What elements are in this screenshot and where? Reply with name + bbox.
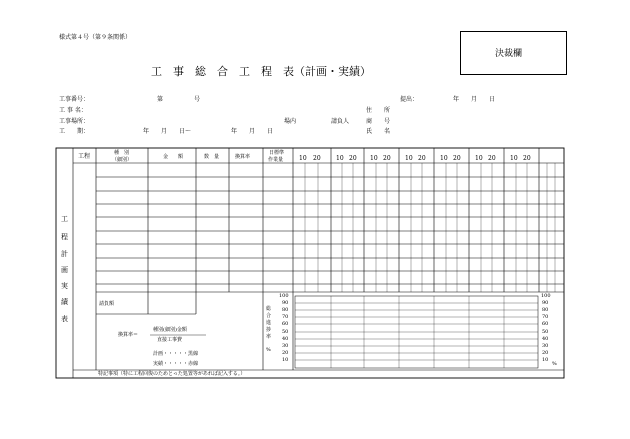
tick-10: 10 bbox=[370, 155, 378, 162]
y-tick-left: 10 bbox=[282, 357, 289, 363]
progress-label-char: 進 bbox=[266, 320, 272, 326]
col-header-amount: 金 額 bbox=[163, 154, 184, 160]
page-title: 工 事 総 合 工 程 表（計画・実績） bbox=[151, 65, 371, 78]
dai-label: 第 bbox=[157, 96, 164, 103]
contractor-label: 請負人 bbox=[331, 118, 350, 125]
work-name-label: 工 事 名： bbox=[59, 107, 87, 114]
y-tick-left: 20 bbox=[282, 350, 289, 356]
tick-20: 20 bbox=[453, 155, 461, 162]
y-tick-right: 20 bbox=[542, 350, 549, 356]
y-tick-left: 100 bbox=[279, 293, 289, 299]
y-tick-right: 40 bbox=[542, 336, 549, 342]
y-tick-right: 30 bbox=[542, 343, 549, 349]
work-period-label: 工 期： bbox=[59, 128, 90, 135]
period-start-date: 年 月 日〜 bbox=[143, 128, 192, 135]
go-label: 号 bbox=[194, 96, 201, 103]
remarks-label: 特記事項（特に工程回復のためとった処置等があれば記入する。） bbox=[98, 371, 246, 377]
side-label-char: 画 bbox=[61, 266, 68, 274]
submit-label: 提出： bbox=[400, 96, 419, 103]
progress-label-char: 総 bbox=[266, 306, 272, 312]
actual-legend: 実績・・・・・赤線 bbox=[153, 361, 199, 367]
tick-20: 20 bbox=[418, 155, 426, 162]
progress-label-char: 捗 bbox=[266, 327, 272, 333]
side-label-char: 程 bbox=[61, 233, 68, 241]
col-header-standard1: 日標準 bbox=[269, 150, 285, 156]
approval-label: 決裁欄 bbox=[495, 49, 523, 59]
progress-label-char: 率 bbox=[266, 334, 272, 340]
plan-legend: 計画・・・・・黒線 bbox=[153, 351, 199, 357]
company-name-label: 商 号 bbox=[366, 118, 391, 125]
y-tick-left: 80 bbox=[282, 307, 289, 313]
submit-date: 年 月 日 bbox=[453, 96, 496, 103]
tick-20: 20 bbox=[313, 155, 321, 162]
y-tick-right: 50 bbox=[542, 329, 549, 335]
side-label-char: 計 bbox=[61, 250, 68, 258]
col-header-standard2: 作業量 bbox=[268, 157, 284, 163]
y-tick-right: 10 bbox=[542, 357, 549, 363]
tick-20: 20 bbox=[523, 155, 531, 162]
y-tick-left: 70 bbox=[282, 314, 289, 320]
side-label-char: 実 bbox=[61, 282, 68, 290]
tick-20: 20 bbox=[383, 155, 391, 162]
y-tick-left: 30 bbox=[282, 343, 289, 349]
tick-10: 10 bbox=[440, 155, 448, 162]
percent-label-left: % bbox=[266, 347, 271, 353]
address-label: 住 所 bbox=[366, 107, 391, 114]
form-id: 様式第４号（第９条関係） bbox=[59, 34, 132, 41]
period-end-date: 年 月 日 bbox=[231, 128, 274, 135]
y-tick-right: 80 bbox=[542, 307, 549, 313]
col-header-saibetsu: （細別） bbox=[112, 157, 133, 163]
y-tick-right: 100 bbox=[541, 293, 551, 299]
person-name-label: 氏 名 bbox=[366, 128, 391, 135]
col-header-quantity: 数 量 bbox=[204, 154, 220, 160]
y-tick-left: 50 bbox=[282, 329, 289, 335]
col-header-shubetsu: 種 別 bbox=[114, 150, 130, 156]
contract-amount-label: 請負額 bbox=[99, 301, 115, 307]
tick-10: 10 bbox=[405, 155, 413, 162]
conversion-rate-label: 換算率＝ bbox=[118, 332, 139, 338]
y-tick-right: 90 bbox=[542, 300, 549, 306]
side-label-char: 績 bbox=[61, 298, 68, 306]
col-header-koutei: 工程 bbox=[78, 153, 91, 160]
tick-20: 20 bbox=[488, 155, 496, 162]
work-number-label: 工事番号： bbox=[59, 96, 90, 103]
shonai-label: 場内 bbox=[284, 118, 297, 125]
side-label-char: 表 bbox=[61, 315, 68, 323]
tick-20: 20 bbox=[349, 155, 357, 162]
tick-10: 10 bbox=[510, 155, 518, 162]
y-tick-left: 90 bbox=[282, 300, 289, 306]
col-header-conversion: 換算率 bbox=[235, 154, 251, 160]
side-label-char: 工 bbox=[61, 215, 68, 223]
work-place-label: 工事場所： bbox=[59, 118, 90, 125]
y-tick-right: 60 bbox=[542, 321, 549, 327]
tick-10: 10 bbox=[475, 155, 483, 162]
y-tick-left: 40 bbox=[282, 336, 289, 342]
tick-10: 10 bbox=[336, 155, 344, 162]
tick-10: 10 bbox=[299, 155, 307, 162]
y-tick-left: 60 bbox=[282, 321, 289, 327]
fraction-denominator: 直接工事費 bbox=[157, 337, 183, 343]
fraction-numerator: 種別(細別)金額 bbox=[153, 327, 187, 333]
percent-label-right: % bbox=[552, 361, 557, 367]
progress-label-char: 合 bbox=[266, 313, 272, 319]
y-tick-right: 70 bbox=[542, 314, 549, 320]
